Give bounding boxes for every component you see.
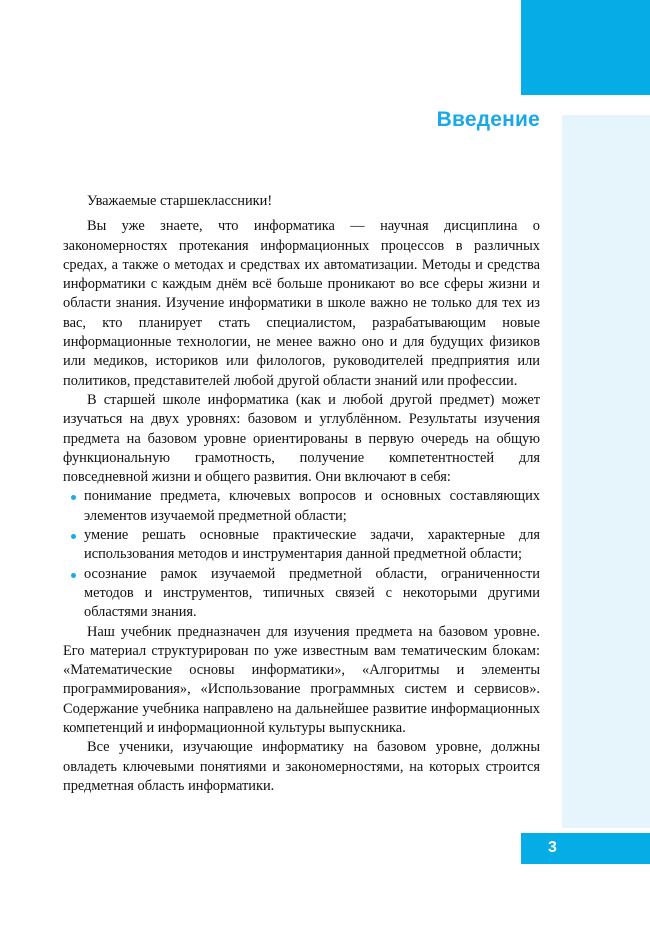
salutation-text: Уважаемые старшеклассники! [87,193,273,209]
bullet-dot-icon [71,534,76,539]
paragraph-3: Наш учебник предназначен для изучения предмета на базовом уровне. Его материал структурирован по уже известным вам тематическим блокам: «Математические основы информатики», «Алгоритмы и элементы программирования», «Использование программных систем и сервисов». Содержание учебника направлено на дальнейшее развитие информационных компетенций и информационной культуры выпускника. [63,623,540,737]
body-content [63,192,540,796]
paragraph-2: В старшей школе информатика (как и любой другой предмет) может изучаться на двух уровнях: базовом и углублённом. Результаты изучения предмета на базовом уровне ориентированы в первую очередь на общую функциональную грамотность, получение компетентностей для повседневной жизни и общего развития. Они включают в себя: [63,391,540,486]
page-number: 3 [548,839,558,856]
bullet-dot-icon [71,495,76,500]
footer-blue-bar [521,833,650,864]
paragraph-1: Вы уже знаете, что информатика — научная дисциплина о закономерностях протекания информационных процессов в различных средах, а также о методах и средствах их автоматизации. Методы и средства информатики с каждым днём всё больше проникают во все сферы жизни и области знания. Изучение информатики в школе важно не только для тех из вас, кто планирует стать специалистом, разрабатывающим новые информационные технологии, не менее важно оно и для будущих физиков или медиков, историков или филологов, руководителей предприятия или политиков, представителей любой другой области знаний или профессии. [63,218,540,389]
list-item [63,487,540,526]
list-item-label: осознание рамок изучаемой предметной области, ограниченности методов и инструментов, типичных связей с некоторыми другими областями знания. [84,565,540,621]
decorative-top-blue-bar [521,0,650,95]
page-title: Введение [436,108,540,131]
list-item [63,526,540,565]
paragraph-4: Все ученики, изучающие информатику на базовом уровне, должны овладеть ключевыми понятиями и закономерностями, на которых строится предметная область информатики. [63,739,540,794]
bullet-dot-icon [71,573,76,578]
list-item-label: понимание предмета, ключевых вопросов и основных составляющих элементов изучаемой предметной области; [84,488,540,524]
list-item-label: умение решать основные практические задачи, характерные для использования методов и инструментария данной предметной области; [84,527,540,563]
list-item [63,565,540,623]
competency-list [63,487,540,622]
decorative-side-panel [562,115,650,828]
